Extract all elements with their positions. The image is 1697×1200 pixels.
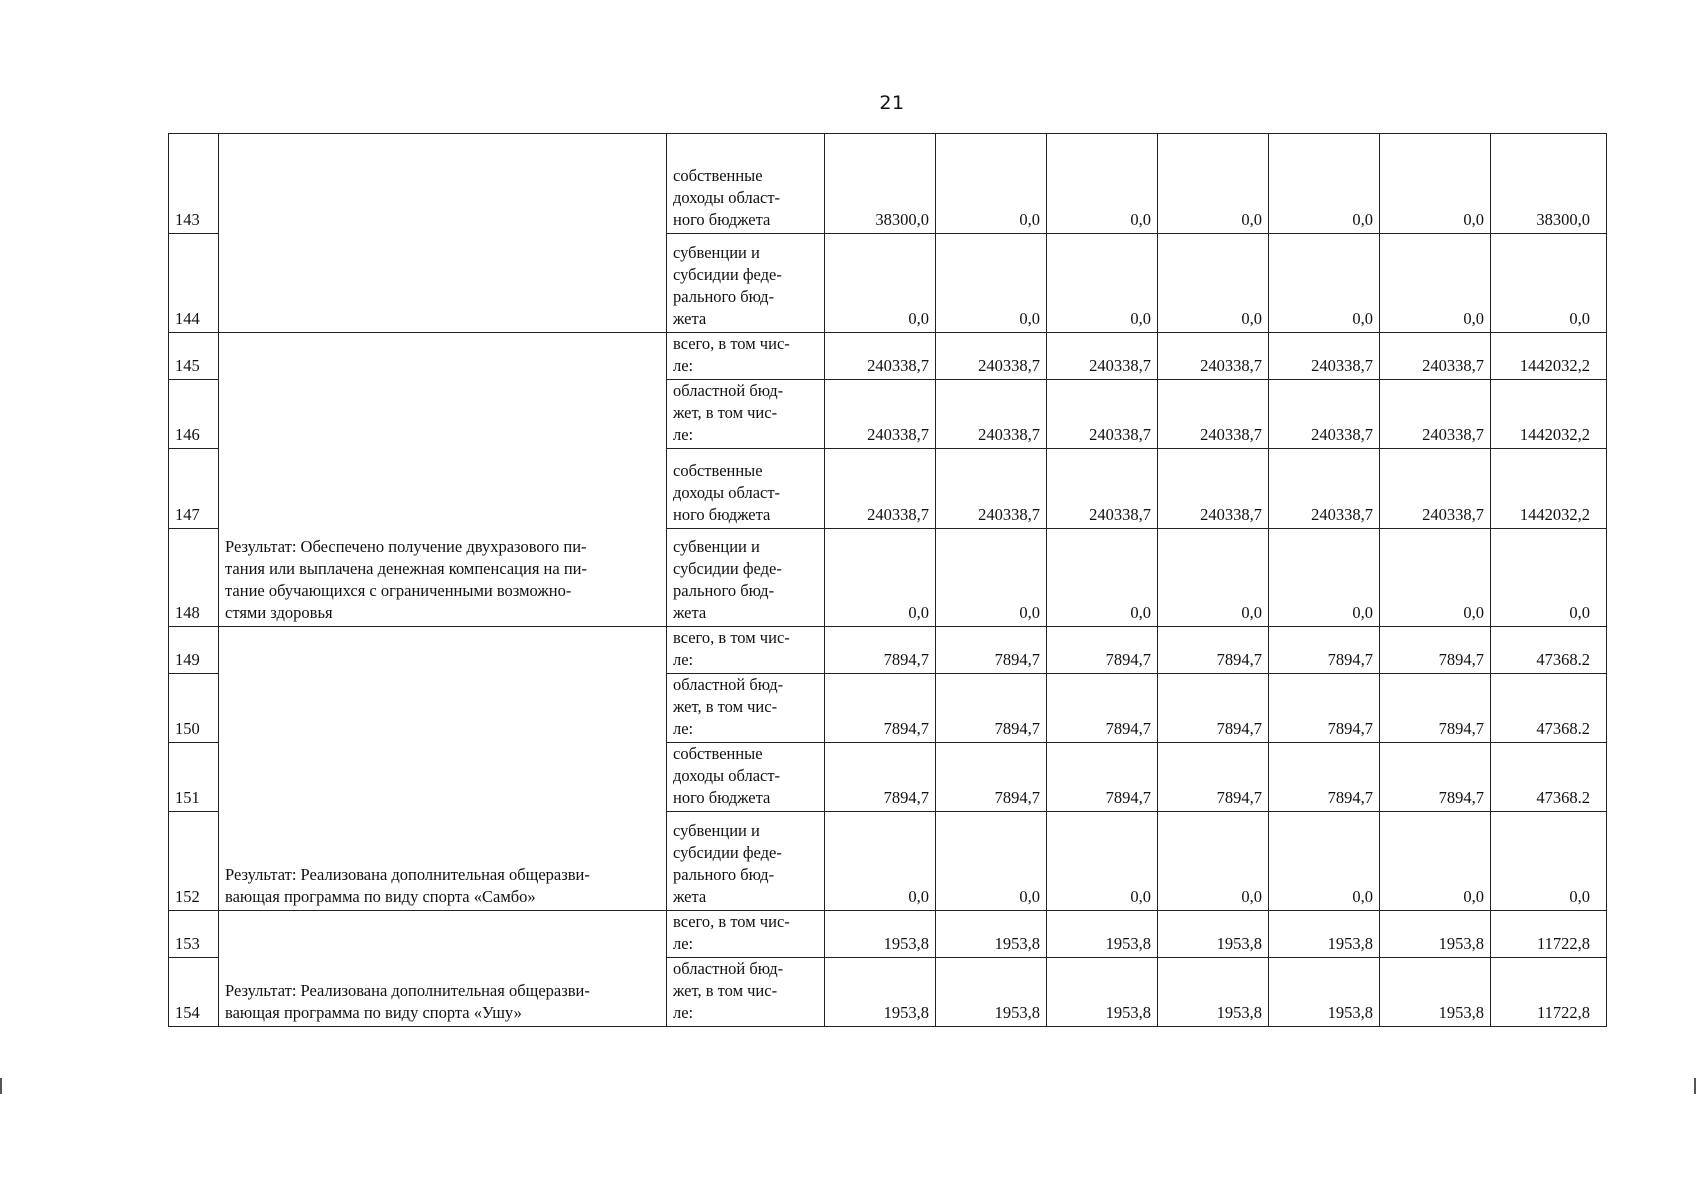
value-cell: 7894,7 (936, 674, 1047, 743)
value-cell: 7894,7 (825, 627, 936, 674)
value-cell: 0,0 (1158, 234, 1269, 333)
value-cell: 1953,8 (825, 911, 936, 958)
result-line: Результат: Обеспечено получение двухразового пи- (225, 537, 587, 556)
source-line: субсидии феде- (673, 265, 782, 284)
source-line: субсидии феде- (673, 843, 782, 862)
value-cell: 0,0 (825, 234, 936, 333)
value-cell: 7894,7 (825, 674, 936, 743)
total-cell: 11722,8 (1491, 958, 1607, 1027)
source-line: всего, в том чис- (673, 334, 790, 353)
source-line: ле: (673, 425, 694, 444)
result-line: стями здоровья (225, 603, 333, 622)
value-cell: 0,0 (1158, 812, 1269, 911)
value-cell: 7894,7 (1269, 743, 1380, 812)
funding-source (667, 529, 825, 627)
value-cell: 240338,7 (825, 380, 936, 449)
value-cell: 1953,8 (1158, 958, 1269, 1027)
budget-table (168, 133, 1607, 1027)
value-cell: 0,0 (1269, 812, 1380, 911)
value-cell: 0,0 (936, 529, 1047, 627)
source-line: доходы област- (673, 483, 781, 502)
value-cell: 240338,7 (825, 333, 936, 380)
value-cell: 240338,7 (1158, 333, 1269, 380)
value-cell: 1953,8 (825, 958, 936, 1027)
source-line: собственные (673, 166, 763, 185)
source-line: всего, в том чис- (673, 912, 790, 931)
result-description (219, 333, 667, 627)
total-cell: 47368.2 (1491, 743, 1607, 812)
value-cell: 1953,8 (1158, 911, 1269, 958)
row-number: 147 (169, 449, 219, 529)
value-cell: 240338,7 (1269, 380, 1380, 449)
source-line: ного бюджета (673, 210, 771, 229)
source-line: жет, в том чис- (673, 697, 778, 716)
row-number: 145 (169, 333, 219, 380)
funding-source (667, 958, 825, 1027)
source-line: субсидии феде- (673, 559, 782, 578)
result-line: вающая программа по виду спорта «Самбо» (225, 887, 536, 906)
value-cell: 240338,7 (1158, 380, 1269, 449)
value-cell: 1953,8 (936, 958, 1047, 1027)
row-number: 146 (169, 380, 219, 449)
value-cell: 1953,8 (1380, 958, 1491, 1027)
row-number: 150 (169, 674, 219, 743)
total-cell: 11722,8 (1491, 911, 1607, 958)
value-cell: 240338,7 (1269, 449, 1380, 529)
source-line: собственные (673, 461, 763, 480)
value-cell: 240338,7 (1380, 449, 1491, 529)
page-number: 21 (879, 92, 905, 114)
table-row (169, 627, 1607, 674)
result-line: Результат: Реализована дополнительная общеразви- (225, 865, 590, 884)
total-cell: 1442032,2 (1491, 449, 1607, 529)
total-cell: 0,0 (1491, 529, 1607, 627)
row-number: 144 (169, 234, 219, 333)
value-cell: 0,0 (936, 134, 1047, 234)
table-row (169, 333, 1607, 380)
value-cell: 240338,7 (1047, 449, 1158, 529)
value-cell: 1953,8 (1380, 911, 1491, 958)
row-number: 152 (169, 812, 219, 911)
row-number: 153 (169, 911, 219, 958)
result-line: вающая программа по виду спорта «Ушу» (225, 1003, 522, 1022)
result-description (219, 627, 667, 911)
value-cell: 38300,0 (825, 134, 936, 234)
value-cell: 7894,7 (1047, 674, 1158, 743)
value-cell: 1953,8 (1047, 958, 1158, 1027)
source-line: ле: (673, 1003, 694, 1022)
value-cell: 7894,7 (1380, 627, 1491, 674)
value-cell: 240338,7 (936, 333, 1047, 380)
source-line: субвенции и (673, 821, 760, 840)
source-line: доходы област- (673, 188, 781, 207)
funding-source (667, 449, 825, 529)
scan-edge-mark-right (1694, 1078, 1696, 1094)
value-cell: 0,0 (1380, 234, 1491, 333)
value-cell: 0,0 (936, 812, 1047, 911)
value-cell: 1953,8 (936, 911, 1047, 958)
source-line: жета (673, 887, 707, 906)
funding-source (667, 627, 825, 674)
result-line: тание обучающихся с ограниченными возможно- (225, 581, 572, 600)
total-cell: 38300,0 (1491, 134, 1607, 234)
value-cell: 240338,7 (1047, 333, 1158, 380)
value-cell: 0,0 (936, 234, 1047, 333)
value-cell: 0,0 (1158, 529, 1269, 627)
value-cell: 7894,7 (1269, 674, 1380, 743)
value-cell: 240338,7 (825, 449, 936, 529)
value-cell: 7894,7 (1269, 627, 1380, 674)
source-line: доходы област- (673, 766, 781, 785)
source-line: областной бюд- (673, 381, 784, 400)
value-cell: 7894,7 (1047, 743, 1158, 812)
table-row (169, 911, 1607, 958)
total-cell: 47368.2 (1491, 674, 1607, 743)
value-cell: 0,0 (1269, 134, 1380, 234)
source-line: жета (673, 309, 707, 328)
result-description (219, 911, 667, 1027)
source-line: ле: (673, 719, 694, 738)
value-cell: 240338,7 (936, 380, 1047, 449)
source-line: рального бюд- (673, 581, 775, 600)
value-cell: 0,0 (1380, 134, 1491, 234)
funding-source (667, 812, 825, 911)
funding-source (667, 234, 825, 333)
value-cell: 1953,8 (1047, 911, 1158, 958)
value-cell: 0,0 (1269, 529, 1380, 627)
source-line: жет, в том чис- (673, 981, 778, 1000)
row-number: 149 (169, 627, 219, 674)
funding-source (667, 333, 825, 380)
total-cell: 1442032,2 (1491, 333, 1607, 380)
source-line: рального бюд- (673, 287, 775, 306)
value-cell: 0,0 (1380, 812, 1491, 911)
value-cell: 240338,7 (1269, 333, 1380, 380)
row-number: 151 (169, 743, 219, 812)
value-cell: 240338,7 (1380, 333, 1491, 380)
table-body (169, 134, 1607, 1027)
value-cell: 7894,7 (1158, 743, 1269, 812)
value-cell: 7894,7 (1380, 674, 1491, 743)
row-number: 148 (169, 529, 219, 627)
total-cell: 0,0 (1491, 234, 1607, 333)
value-cell: 7894,7 (936, 743, 1047, 812)
total-cell: 47368.2 (1491, 627, 1607, 674)
value-cell: 0,0 (1158, 134, 1269, 234)
source-line: ного бюджета (673, 505, 771, 524)
funding-source (667, 911, 825, 958)
value-cell: 240338,7 (1380, 380, 1491, 449)
source-line: жет, в том чис- (673, 403, 778, 422)
source-line: собственные (673, 744, 763, 763)
value-cell: 7894,7 (1380, 743, 1491, 812)
value-cell: 0,0 (1269, 234, 1380, 333)
source-line: ле: (673, 934, 694, 953)
funding-source (667, 674, 825, 743)
source-line: жета (673, 603, 707, 622)
value-cell: 0,0 (1380, 529, 1491, 627)
value-cell: 7894,7 (1047, 627, 1158, 674)
value-cell: 7894,7 (1158, 627, 1269, 674)
row-number: 154 (169, 958, 219, 1027)
value-cell: 7894,7 (936, 627, 1047, 674)
source-line: ного бюджета (673, 788, 771, 807)
total-cell: 1442032,2 (1491, 380, 1607, 449)
value-cell: 0,0 (1047, 234, 1158, 333)
scan-edge-mark-left (0, 1078, 2, 1094)
value-cell: 1953,8 (1269, 911, 1380, 958)
source-line: областной бюд- (673, 675, 784, 694)
source-line: ле: (673, 650, 694, 669)
result-line: тания или выплачена денежная компенсация на пи- (225, 559, 587, 578)
value-cell: 7894,7 (825, 743, 936, 812)
result-line: Результат: Реализована дополнительная общеразви- (225, 981, 590, 1000)
value-cell: 0,0 (1047, 529, 1158, 627)
value-cell: 7894,7 (1158, 674, 1269, 743)
source-line: субвенции и (673, 243, 760, 262)
funding-source (667, 134, 825, 234)
value-cell: 240338,7 (1158, 449, 1269, 529)
source-line: ле: (673, 356, 694, 375)
value-cell: 0,0 (825, 529, 936, 627)
funding-source (667, 743, 825, 812)
value-cell: 240338,7 (1047, 380, 1158, 449)
total-cell: 0,0 (1491, 812, 1607, 911)
value-cell: 0,0 (1047, 812, 1158, 911)
source-line: областной бюд- (673, 959, 784, 978)
source-line: всего, в том чис- (673, 628, 790, 647)
result-cell-empty (219, 134, 667, 333)
source-line: субвенции и (673, 537, 760, 556)
row-number: 143 (169, 134, 219, 234)
funding-source (667, 380, 825, 449)
value-cell: 1953,8 (1269, 958, 1380, 1027)
value-cell: 240338,7 (936, 449, 1047, 529)
table-row (169, 134, 1607, 234)
value-cell: 0,0 (1047, 134, 1158, 234)
value-cell: 0,0 (825, 812, 936, 911)
source-line: рального бюд- (673, 865, 775, 884)
